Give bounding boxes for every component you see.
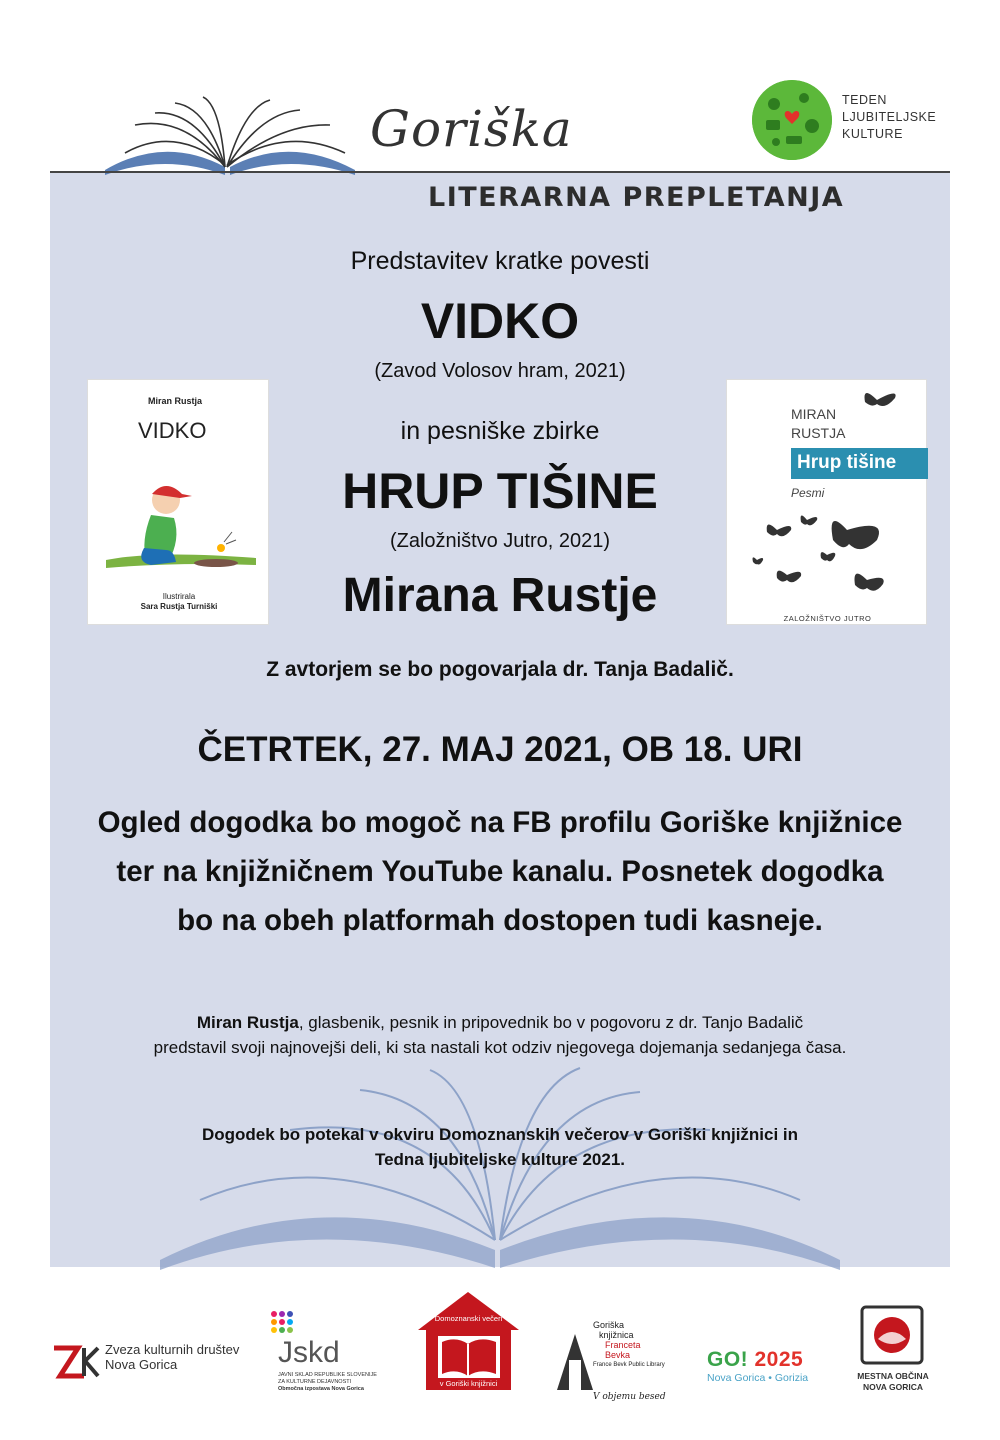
domo-text-top: Domoznanski večeri bbox=[434, 1314, 503, 1323]
jskd-caption: JAVNI SKLAD REPUBLIKE SLOVENIJE ZA KULTURNE DEJAVNOSTI Območna izpostava Nova Gorica bbox=[278, 1372, 377, 1392]
brand-script-title: Goriška bbox=[370, 100, 573, 158]
publisher-hrup: (Založništvo Jutro, 2021) bbox=[389, 530, 611, 552]
moderator-text: Z avtorjem se bo pogovarjala dr. Tanja Badalič. bbox=[266, 658, 734, 681]
closing-note: Dogodek bo potekal v okviru Domoznanskih večerov v Goriški knjižnici in Tedna ljubiteljske kulture 2021. bbox=[201, 1125, 799, 1169]
go2025-logo bbox=[705, 1348, 825, 1388]
cover-illustrator: Ilustrirala Sara Rustja Turniški bbox=[140, 592, 218, 611]
teden-culture-logo bbox=[752, 80, 832, 160]
watch-info: Ogled dogodka bo mogoč na FB profilu Goriške knjižnice ter na knjižničnem YouTube kanalu. Posnetek dogodka bo na obeh platformah dostopen tudi kasneje. bbox=[97, 806, 903, 937]
go2025-wordmark: GO! 2025 bbox=[707, 1348, 804, 1371]
book-cover-hrup bbox=[726, 379, 927, 625]
cover-title: Hrup tišine bbox=[791, 448, 928, 479]
header-divider bbox=[50, 171, 950, 173]
book-title-vidko: VIDKO bbox=[420, 293, 580, 349]
jskd-dots-icon bbox=[268, 1308, 302, 1338]
goriska-knjiznica-logo bbox=[555, 1320, 685, 1400]
zkd-text: Zveza kulturnih društev Nova Gorica bbox=[105, 1342, 240, 1372]
butterfly-icon bbox=[727, 380, 928, 626]
brand-subtitle: LITERARNA PREPLETANJA bbox=[428, 182, 845, 213]
event-date: ČETRTEK, 27. MAJ 2021, OB 18. URI bbox=[197, 730, 803, 769]
intro-text: Predstavitev kratke povesti bbox=[350, 247, 650, 275]
cover-subtitle: Pesmi bbox=[791, 486, 825, 500]
mestna-obcina-logo bbox=[848, 1305, 938, 1400]
jskd-wordmark: Jskd bbox=[278, 1336, 340, 1369]
cover-publisher: ZALOŽNIŠTVO JUTRO bbox=[783, 614, 872, 623]
boy-illustration-icon bbox=[96, 470, 261, 575]
domo-text-bottom: v Goriški knjižnici bbox=[439, 1379, 498, 1388]
municipal-crest-icon bbox=[860, 1305, 924, 1367]
cover-author: MIRAN RUSTJA bbox=[791, 406, 846, 441]
cover-title: VIDKO bbox=[138, 418, 207, 443]
author-name: Mirana Rustje bbox=[342, 569, 658, 622]
mo-text: MESTNA OBČINA NOVA GORICA bbox=[857, 1371, 929, 1392]
gk-text: Goriška knjižnica Franceta Bevka France Bevk Public Library V objemu besed bbox=[593, 1320, 666, 1402]
intro-text-2: in pesniške zbirke bbox=[400, 417, 600, 445]
go2025-subtitle: Nova Gorica • Gorizia bbox=[707, 1372, 809, 1384]
domoznanski-vecer-logo bbox=[416, 1290, 521, 1392]
zkd-mark-icon bbox=[50, 1342, 102, 1382]
library-building-icon bbox=[555, 1330, 595, 1392]
book-cover-vidko bbox=[87, 379, 269, 625]
teden-logo-text: TEDEN LJUBITELJSKE KULTURE bbox=[842, 93, 937, 141]
book-title-hrup: HRUP TIŠINE bbox=[342, 463, 658, 519]
publisher-vidko: (Zavod Volosov hram, 2021) bbox=[374, 360, 626, 382]
cover-author: Miran Rustja bbox=[148, 396, 203, 406]
jskd-logo bbox=[268, 1308, 388, 1408]
open-book-icon bbox=[95, 95, 365, 180]
zkd-logo bbox=[50, 1342, 280, 1382]
author-bio: Miran Rustja, glasbenik, pesnik in pripovednik bo v pogovoru z dr. Tanjo Badalič predstavil svoji najnovejši deli, ki sta nastali kot odziv njegovega dojemanja sedanjega časa. bbox=[153, 1013, 847, 1057]
house-book-icon bbox=[416, 1290, 521, 1392]
